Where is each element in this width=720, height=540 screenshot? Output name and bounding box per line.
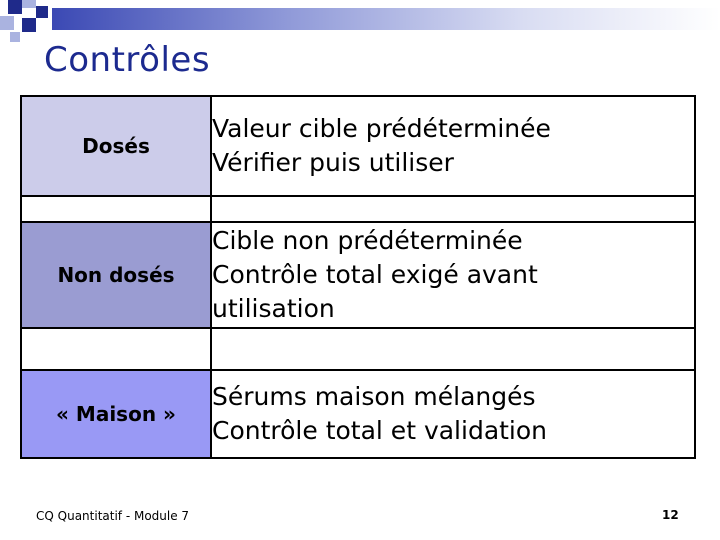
row-description bbox=[211, 96, 695, 196]
row-label-non-doses: Non dosés bbox=[21, 222, 211, 328]
table-spacer-row bbox=[21, 328, 695, 370]
controls-table bbox=[20, 95, 696, 459]
description-line: Contrôle total exigé avant bbox=[212, 260, 538, 289]
table-row bbox=[21, 222, 695, 328]
footer-text: CQ Quantitatif - Module 7 bbox=[36, 509, 190, 523]
table-row bbox=[21, 96, 695, 196]
description-line: Contrôle total et validation bbox=[212, 416, 548, 445]
description-line: Cible non prédéterminée bbox=[212, 226, 523, 255]
description-line: utilisation bbox=[212, 294, 335, 323]
row-label-doses: Dosés bbox=[21, 96, 211, 196]
row-label-maison: « Maison » bbox=[21, 370, 211, 458]
page-number: 12 bbox=[662, 508, 679, 522]
table-row bbox=[21, 370, 695, 458]
description-line: Valeur cible prédéterminée bbox=[212, 114, 551, 143]
page-title: Contrôles bbox=[44, 40, 211, 80]
decorative-square bbox=[36, 6, 48, 18]
decorative-square bbox=[22, 0, 36, 8]
row-description bbox=[211, 222, 695, 328]
description-line: Sérums maison mélangés bbox=[212, 382, 536, 411]
decorative-square bbox=[8, 0, 22, 14]
header-gradient-bar bbox=[52, 8, 720, 30]
decorative-square bbox=[0, 16, 14, 30]
decorative-square bbox=[10, 32, 20, 42]
decorative-square bbox=[22, 18, 36, 32]
table-spacer-row bbox=[21, 196, 695, 222]
description-line: Vérifier puis utiliser bbox=[212, 148, 454, 177]
row-description bbox=[211, 370, 695, 458]
